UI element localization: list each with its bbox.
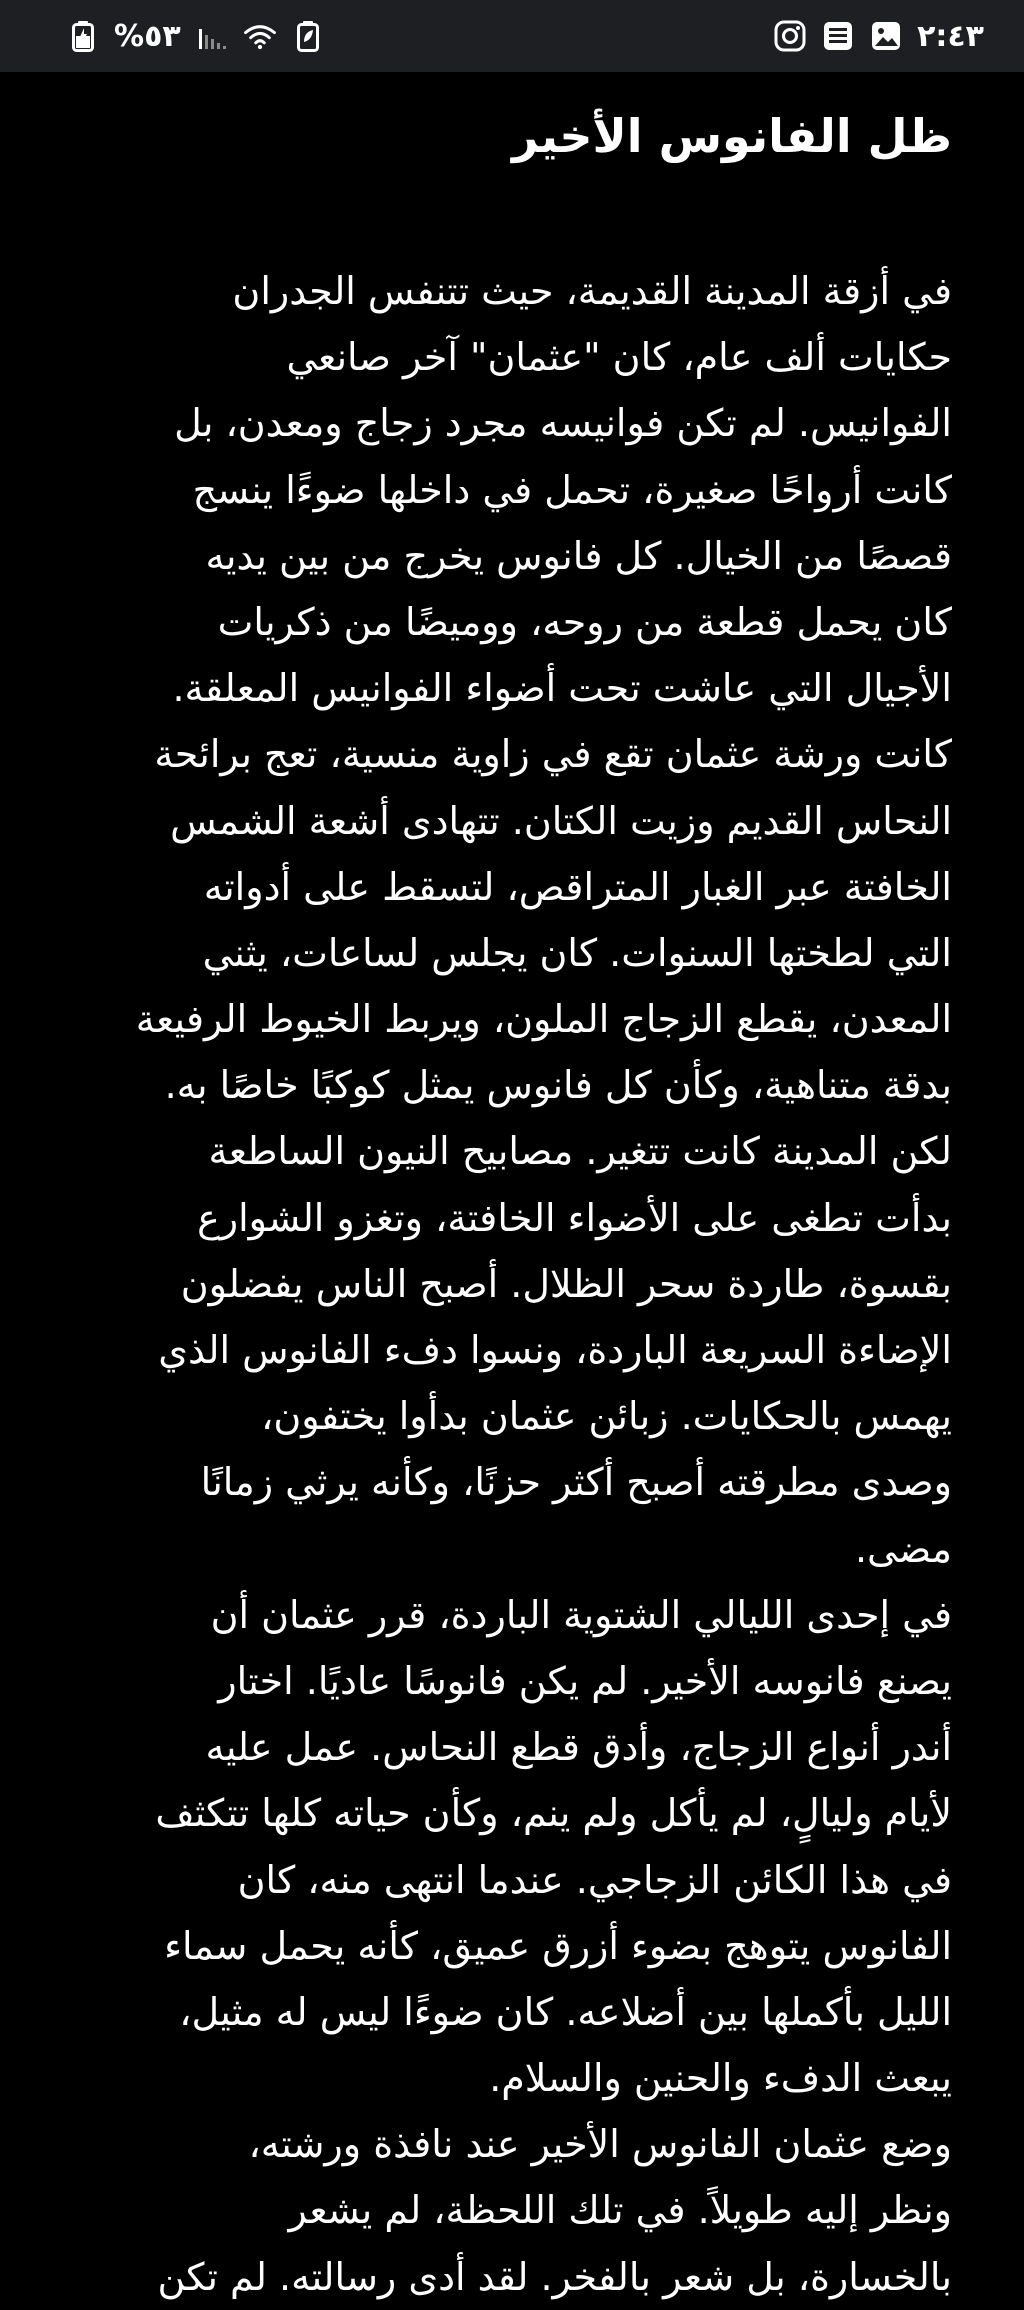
body-line: الإضاءة السريعة الباردة، ونسوا دفء الفانوس الذي xyxy=(158,1328,952,1372)
body-line: النحاس القديم وزيت الكتان. تتهادى أشعة الشمس xyxy=(170,798,952,843)
signal-icon xyxy=(195,19,229,53)
body-line: في هذا الكائن الزجاجي. عندما انتهى منه، كان xyxy=(237,1857,952,1902)
body-line: قصصًا من الخيال. كل فانوس يخرج من بين يديه xyxy=(205,533,952,578)
status-right-group xyxy=(773,19,984,54)
body-line: الخافتة عبر الغبار المتراقص، لتسقط على أدواته xyxy=(203,864,952,909)
instagram-icon xyxy=(773,19,807,53)
body-line: المعدن، يقطع الزجاج الملون، ويربط الخيوط الرفيعة xyxy=(135,997,952,1042)
body-line: يصنع فانوسه الأخير. لم يكن فانوسًا عاديًا. اختار xyxy=(218,1658,952,1703)
body-line: بالخسارة، بل شعر بالفخر. لقد أدى رسالته. لم تكن xyxy=(157,2254,952,2299)
body-line: التي لطختها السنوات. كان يجلس لساعات، يثني xyxy=(202,930,952,975)
body-line: كانت أرواحًا صغيرة، تحمل في داخلها ضوءًا ينسج xyxy=(192,467,952,512)
body-line: يهمس بالحكايات. زبائن عثمان بدأوا يختفون، xyxy=(261,1394,952,1439)
body-line: لأيام وليالٍ، لم يأكل ولم ينم، وكأن حياته كلها تتكثف xyxy=(155,1791,952,1836)
body-line: مضى. xyxy=(854,1526,952,1571)
body-line: ونظر إليه طويلاً. في تلك اللحظة، لم يشعر xyxy=(288,2188,952,2233)
status-left-group xyxy=(66,19,325,54)
clock: ٢:٤٣ xyxy=(917,18,984,54)
body-line: كان يحمل قطعة من روحه، ووميضًا من ذكريات xyxy=(217,599,952,644)
article xyxy=(68,80,952,2310)
status-bar xyxy=(0,0,1024,72)
body-line: في أزقة المدينة القديمة، حيث تتنفس الجدران xyxy=(232,269,952,313)
body-line: بدقة متناهية، وكأن كل فانوس يمثل كوكبًا خاصًا به. xyxy=(164,1063,952,1108)
body-line: وصدى مطرقته أصبح أكثر حزنًا، وكأنه يرثي زمانًا xyxy=(200,1460,952,1505)
body-line: لكن المدينة كانت تتغير. مصابيح النيون الساطعة xyxy=(208,1129,952,1174)
battery-saver-icon xyxy=(291,19,325,53)
battery-icon xyxy=(66,19,100,53)
body-line: بدأت تطغى على الأضواء الخافتة، وتغزو الشوارع xyxy=(197,1195,952,1240)
body-line: الفوانيس. لم تكن فوانيسه مجرد زجاج ومعدن، بل xyxy=(174,401,952,446)
wifi-icon xyxy=(243,19,277,53)
body-line: الأجيال التي عاشت تحت أضواء الفوانيس المعلقة. xyxy=(172,666,952,711)
body-line: الليل بأكملها بين أضلاعه. كان ضوءًا ليس له مثيل، xyxy=(179,1989,952,2034)
gallery-icon xyxy=(869,19,903,53)
body-line: حكايات ألف عام، كان "عثمان" آخر صانعي xyxy=(286,335,952,380)
body-line: بقسوة، طاردة سحر الظلال. أصبح الناس يفضلون xyxy=(180,1261,952,1306)
body-line: الفانوس يتوهج بضوء أزرق عميق، كأنه يحمل سماء xyxy=(164,1923,952,1968)
body-line: وضع عثمان الفانوس الأخير عند نافذة ورشته، xyxy=(248,2122,952,2167)
body-line: في إحدى الليالي الشتوية الباردة، قرر عثمان أن xyxy=(210,1592,952,1637)
article-body xyxy=(68,258,952,2310)
battery-percent: %٥٣ xyxy=(114,18,181,54)
body-line: كانت ورشة عثمان تقع في زاوية منسية، تعج برائحة xyxy=(154,732,952,777)
notes-app-icon xyxy=(821,19,855,53)
article-title: ظل الفانوس الأخير xyxy=(512,109,952,163)
body-line: يبعث الدفء والحنين والسلام. xyxy=(489,2056,952,2101)
body-line: أندر أنواع الزجاج، وأدق قطع النحاس. عمل عليه xyxy=(205,1725,952,1770)
